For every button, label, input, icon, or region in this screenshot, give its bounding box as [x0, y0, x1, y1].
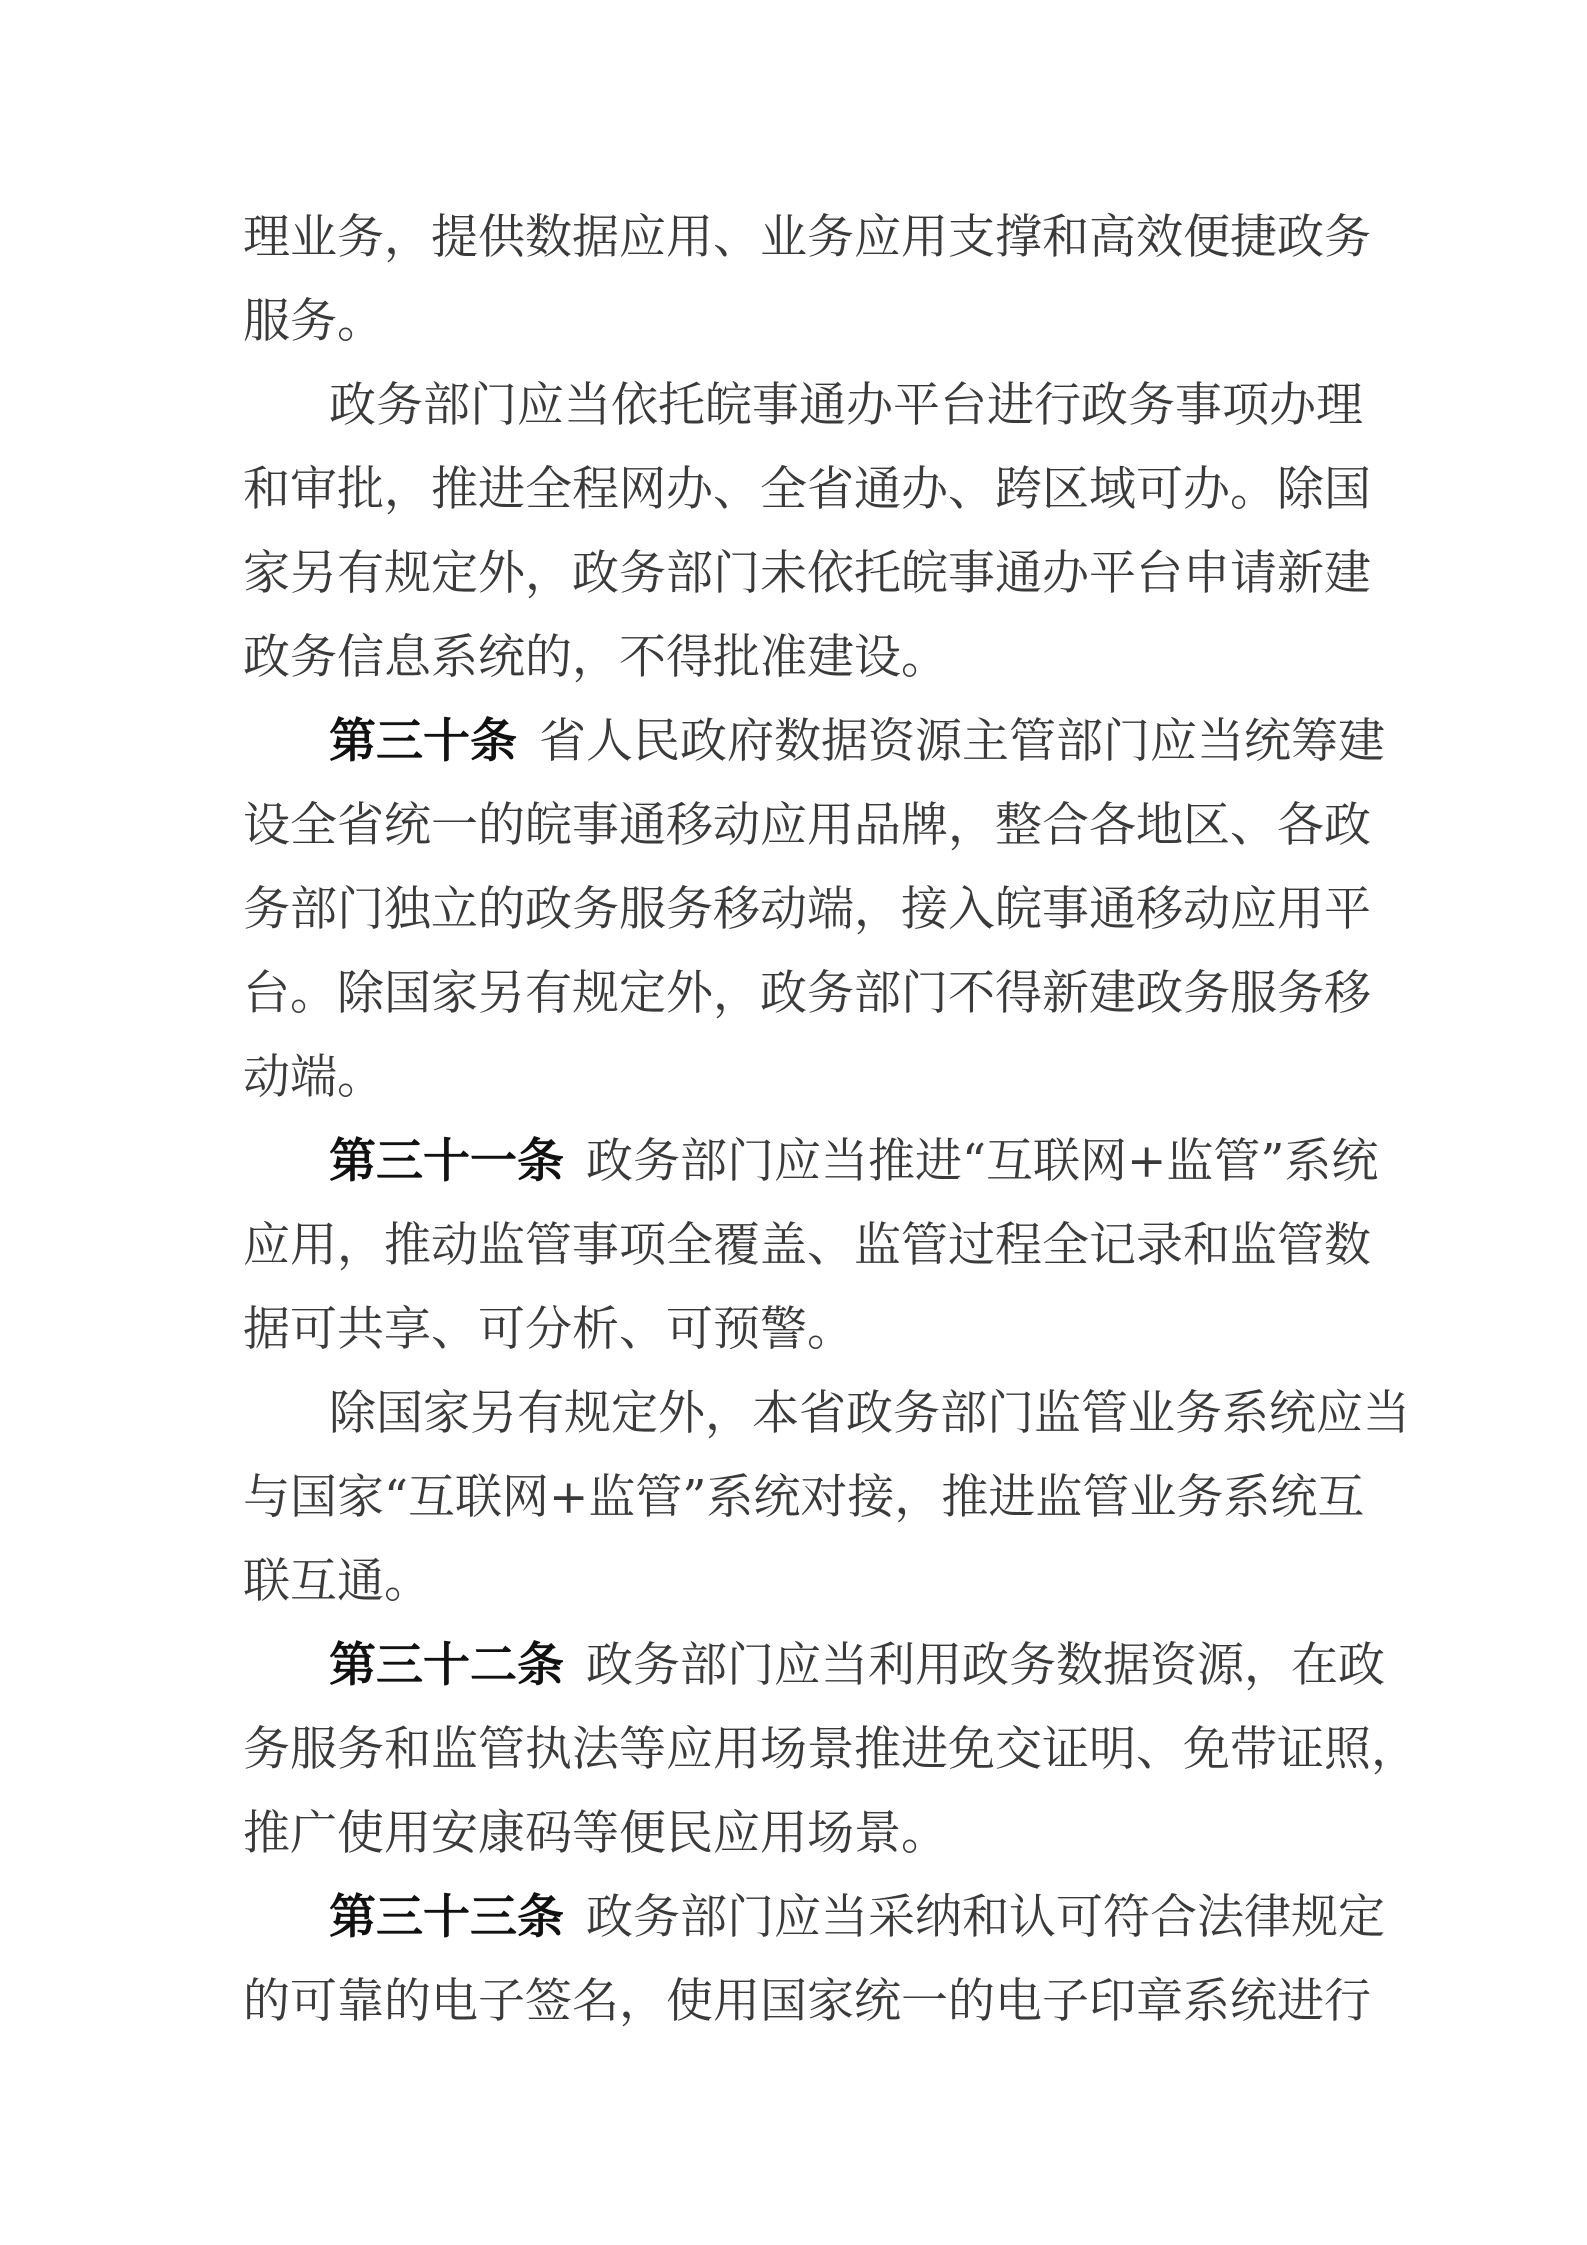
- paragraph: [243, 364, 1371, 700]
- text-line: [243, 532, 1371, 616]
- line-text: 政务部门应当依托皖事通办平台进行政务事项办理: [329, 378, 1363, 433]
- text-line: [243, 280, 1357, 364]
- line-text: 据可共享、可分析、可预警。: [243, 1302, 854, 1357]
- article-heading: 第三十条: [329, 714, 517, 769]
- line-text: 除国家另有规定外，本省政务部门监管业务系统应当: [329, 1386, 1410, 1441]
- text-line: [243, 1204, 1371, 1288]
- line-text: 政务部门应当推进“互联网+监管”系统: [586, 1134, 1379, 1189]
- paragraph: [243, 1372, 1410, 1624]
- line-text: 动端。: [243, 1050, 384, 1105]
- text-line: [243, 868, 1371, 952]
- line-text: 理业务，提供数据应用、业务应用支撑和高效便捷政务: [243, 210, 1371, 265]
- line-text: 政务部门应当利用政务数据资源，在政: [586, 1638, 1385, 1693]
- text-line: [243, 1120, 1379, 1204]
- paragraph: [243, 196, 1371, 364]
- line-text: 省人民政府数据资源主管部门应当统筹建: [539, 714, 1385, 769]
- text-line: [243, 1036, 1357, 1120]
- article-paragraph: [243, 700, 1385, 1120]
- line-text: 政务部门应当采纳和认可符合法律规定: [586, 1890, 1385, 1945]
- article-paragraph: [243, 1876, 1385, 2044]
- text-line: [243, 1456, 1365, 1540]
- line-text: 推广使用安康码等便民应用场景。: [243, 1806, 948, 1861]
- article-paragraph: [243, 1120, 1379, 1372]
- line-text: 政务信息系统的，不得批准建设。: [243, 630, 948, 685]
- text-line: [243, 1540, 1357, 1624]
- article-heading: 第三十二条: [329, 1638, 564, 1693]
- text-line: [243, 1792, 1357, 1876]
- text-line: [243, 1708, 1418, 1792]
- text-line: [243, 448, 1371, 532]
- text-line: [243, 1960, 1371, 2044]
- text-line: [243, 784, 1371, 868]
- line-text: 家另有规定外，政务部门未依托皖事通办平台申请新建: [243, 546, 1371, 601]
- article-heading: 第三十一条: [329, 1134, 564, 1189]
- line-text: 务服务和监管执法等应用场景推进免交证明、免带证照，: [243, 1722, 1418, 1777]
- text-line: [243, 616, 1357, 700]
- text-line: [243, 364, 1363, 448]
- text-line: [243, 196, 1371, 280]
- text-line: [243, 952, 1371, 1036]
- line-text: 服务。: [243, 294, 384, 349]
- line-text: 与国家“互联网+监管”系统对接，推进监管业务系统互: [243, 1470, 1365, 1525]
- text-line: [243, 1876, 1385, 1960]
- text-line: [243, 1288, 1357, 1372]
- text-line: [243, 700, 1385, 784]
- line-text: 务部门独立的政务服务移动端，接入皖事通移动应用平: [243, 882, 1371, 937]
- text-line: [243, 1624, 1385, 1708]
- article-heading: 第三十三条: [329, 1890, 564, 1945]
- line-text: 设全省统一的皖事通移动应用品牌，整合各地区、各政: [243, 798, 1371, 853]
- line-text: 联互通。: [243, 1554, 431, 1609]
- line-text: 台。除国家另有规定外，政务部门不得新建政务服务移: [243, 966, 1371, 1021]
- line-text: 的可靠的电子签名，使用国家统一的电子印章系统进行: [243, 1974, 1371, 2029]
- line-text: 应用，推动监管事项全覆盖、监管过程全记录和监管数: [243, 1218, 1371, 1273]
- text-line: [243, 1372, 1410, 1456]
- article-paragraph: [243, 1624, 1418, 1876]
- line-text: 和审批，推进全程网办、全省通办、跨区域可办。除国: [243, 462, 1371, 517]
- document-page: [243, 196, 1418, 2044]
